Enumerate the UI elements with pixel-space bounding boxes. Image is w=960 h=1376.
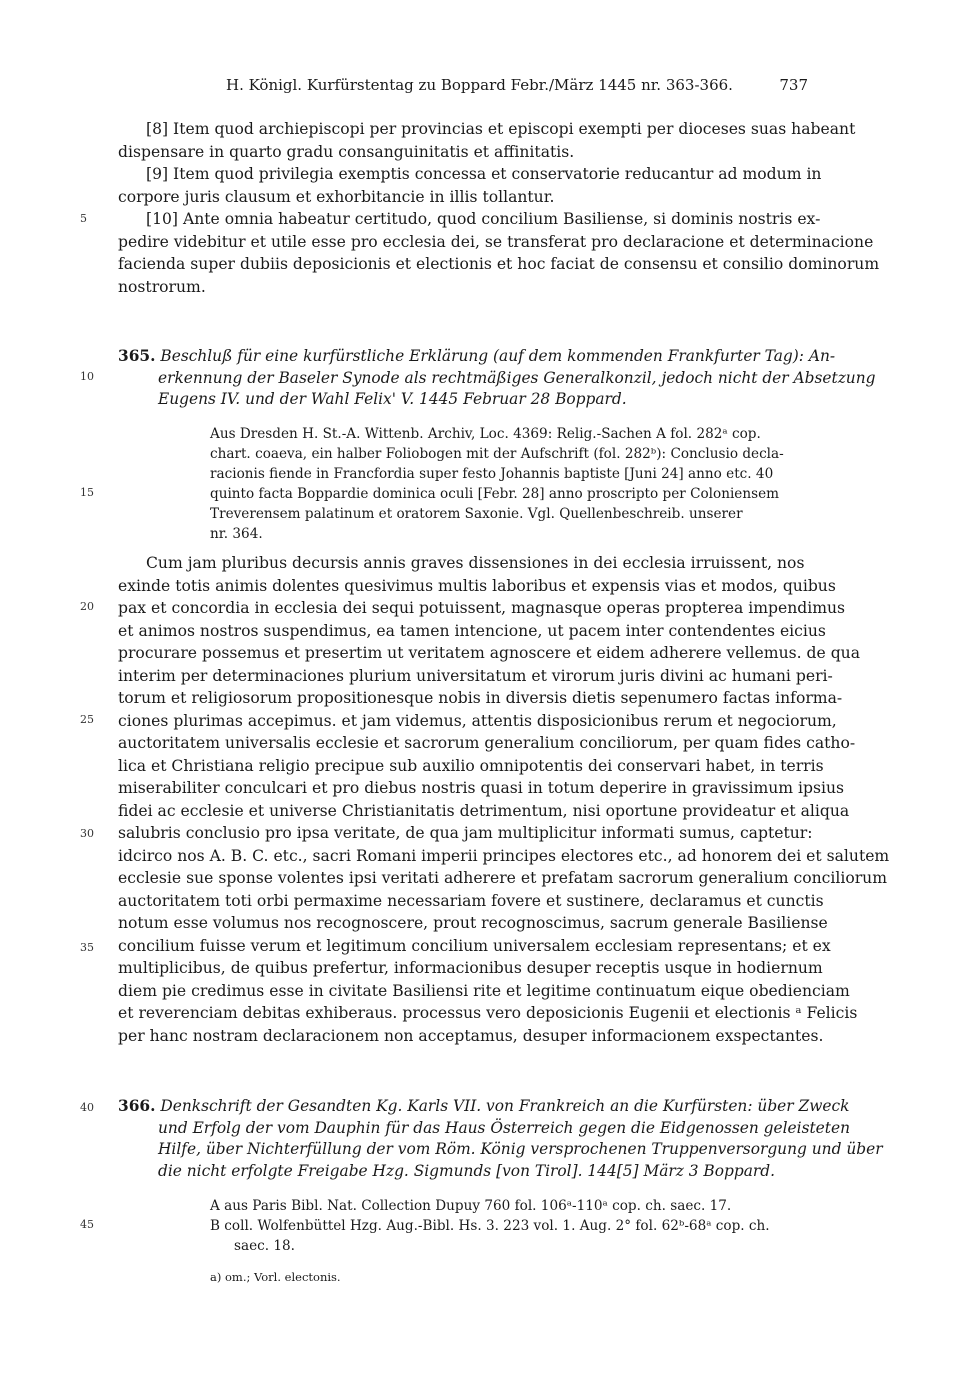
source-line: Treverensem palatinum et oratorem Saxonie. Vgl. Quellenbeschreib. unserer	[210, 506, 743, 522]
running-title: H. Königl. Kurfürstentag zu Boppard Febr./März 1445 nr. 363-366.	[226, 76, 733, 94]
entry-title-line: Denkschrift der Gesandten Kg. Karls VII. von Frankreich an die Kurfürsten: über Zweck	[160, 1097, 850, 1115]
line-number: 30	[80, 827, 94, 840]
entry-number: 366.	[118, 1097, 156, 1115]
line-number: 40	[80, 1101, 94, 1114]
text-line: dispensare in quarto gradu consanguinitatis et affinitatis.	[118, 142, 575, 161]
text-line: facienda super dubiis deposicionis et electionis et hoc faciat de consensu et consilio dominorum	[118, 255, 880, 273]
source-line: saec. 18.	[234, 1238, 295, 1254]
text-line: [10] Ante omnia habeatur certitudo, quod concilium Basiliense, si dominis nostris ex-	[146, 210, 821, 228]
text-line: salubris conclusio pro ipsa veritate, de qua jam multiplicitur informati sumus, captetur:	[118, 824, 813, 842]
top-text	[118, 118, 880, 298]
text-line: interim per determinaciones plurium universitatum et virorum juris divini ac humani peri-	[118, 666, 833, 685]
line-number: 15	[80, 486, 94, 499]
text-line: miserabiliter conculcari et pro diebus nostris quasi in totum deperire in gravissimum ipsius	[118, 779, 845, 797]
entry-title-line: Beschluß für eine kurfürstliche Erklärung (auf dem kommenden Frankfurter Tag): An-	[160, 347, 836, 365]
text-line: [9] Item quod privilegia exemptis concessa et conservatorie reducantur ad modum in	[146, 165, 822, 183]
entry-title-line: erkennung der Baseler Synode als rechtmäßiges Generalkonzil, jedoch nicht der Absetzung	[158, 368, 876, 387]
text-line: notum esse volumus nos recognoscere, prout recognoscimus, sacrum generale Basiliense	[118, 914, 828, 932]
line-number: 45	[80, 1218, 94, 1231]
source-line: B coll. Wolfenbüttel Hzg. Aug.-Bibl. Hs. 3. 223 vol. 1. Aug. 2° fol. 62ᵇ-68ᵃ cop. ch.	[210, 1218, 770, 1234]
text-line: corpore juris clausum et exhorbitancie in illis tollantur.	[118, 187, 555, 206]
text-line: procurare possemus et presertim ut veritatem agnoscere et eidem adherere vellemus. de qua	[118, 644, 861, 662]
text-line: ciones plurimas accepimus. et jam videmus, attentis disposicionibus rerum et negociorum,	[118, 711, 837, 730]
text-line: auctoritatem universalis ecclesie et sacrorum generalium conciliorum, per quam fides catho-	[118, 734, 856, 752]
text-line: et animos nostros suspendimus, ea tamen intencione, ut pacem inter contendentes eicius	[118, 621, 826, 640]
line-number: 35	[80, 941, 94, 954]
text-line: pedire videbitur et utile esse pro ecclesia dei, se transferat pro declaracione et determinacione	[118, 232, 874, 251]
page-header	[118, 76, 808, 100]
text-line: torum et religiosorum propositionesque nobis in diversis dietis sepenumero factas informa-	[118, 689, 843, 707]
text-line: concilium fuisse verum et legitimum concilium universalem ecclesiam representans; et ex	[118, 936, 831, 955]
source-line: racionis fiende in Francfordia super festo Johannis baptiste [Juni 24] anno etc. 40	[210, 466, 774, 482]
source-line: chart. coaeva, ein halber Foliobogen mit der Aufschrift (fol. 282ᵇ): Conclusio decla-	[210, 446, 784, 462]
text-line: [8] Item quod archiepiscopi per provincias et episcopi exempti per dioceses suas habeant	[146, 120, 856, 138]
entry-number: 365.	[118, 347, 156, 365]
entry-title-line: die nicht erfolgte Freigabe Hzg. Sigmunds [von Tirol]. 144[5] März 3 Boppard.	[158, 1161, 775, 1180]
text-line: nostrorum.	[118, 277, 206, 296]
footnote: a) om.; Vorl. electonis.	[210, 1270, 341, 1284]
line-number: 25	[80, 713, 94, 726]
text-line: fidei ac ecclesie et universe Christianitatis detrimentum, nisi oportune provideatur et aliqua	[118, 801, 850, 820]
entry-365-heading	[118, 346, 876, 411]
source-line: Aus Dresden H. St.-A. Wittenb. Archiv, Loc. 4369: Relig.-Sachen A fol. 282ᵃ cop.	[210, 426, 761, 442]
text-line: Cum jam pluribus decursis annis graves dissensiones in dei ecclesia irruissent, nos	[146, 554, 805, 572]
line-number: 20	[80, 600, 94, 613]
source-line: quinto facta Boppardie dominica oculi [Febr. 28] anno proscripto per Coloniensem	[210, 486, 780, 502]
source-line: A aus Paris Bibl. Nat. Collection Dupuy 760 fol. 106ᵃ-110ᵃ cop. ch. saec. 17.	[210, 1198, 732, 1214]
entry-365-source	[210, 424, 808, 544]
entry-title-line: Eugens IV. und der Wahl Felix' V. 1445 Februar 28 Boppard.	[158, 390, 627, 408]
line-number: 10	[80, 370, 94, 383]
text-line: pax et concordia in ecclesia dei sequi potuissent, magnasque operas propterea impendimus	[118, 599, 846, 617]
text-line: idcirco nos A. B. C. etc., sacri Romani imperii principes electores etc., ad honorem dei et salutem	[118, 846, 890, 865]
line-number: 5	[80, 212, 87, 225]
text-line: diem pie credimus esse in civitate Basiliensi rite et legitime continuatum eique obedienciam	[118, 981, 850, 1000]
source-line: nr. 364.	[210, 526, 263, 542]
text-line: ecclesie sue sponse volentes ipsi veritati adherere et prefatam sacrorum generalium conciliorum	[118, 869, 888, 887]
text-line: multiplicibus, de quibus prefertur, informacionibus desuper receptis usque in hodiernum	[118, 959, 823, 977]
entry-366-heading	[118, 1096, 883, 1182]
text-line: lica et Christiana religio precipue sub auxilio omnipotentis dei conservari habet, in terris	[118, 756, 824, 775]
entry-title-line: und Erfolg der vom Dauphin für das Haus Österreich gegen die Eidgenossen geleisteten	[158, 1118, 850, 1137]
text-line: exinde totis animis dolentes quesivimus multis laboribus et expensis vias et modos, quibus	[118, 576, 836, 595]
text-line: auctoritatem toti orbi permaxime necessariam fovere et sustinere, declaramus et cunctis	[118, 891, 824, 910]
entry-365-body	[118, 552, 890, 1047]
entry-title-line: Hilfe, über Nichterfüllung der vom Röm. König versprochenen Truppenversorgung und über	[158, 1140, 883, 1158]
page-number: 737	[779, 76, 808, 94]
entry-366-source	[210, 1196, 808, 1256]
text-line: et reverenciam debitas exhiberaus. processus vero deposicionis Eugenii et electionis ᵃ Felicis	[118, 1004, 858, 1022]
text-line: per hanc nostram declaracionem non acceptamus, desuper informacionem exspectantes.	[118, 1026, 824, 1045]
